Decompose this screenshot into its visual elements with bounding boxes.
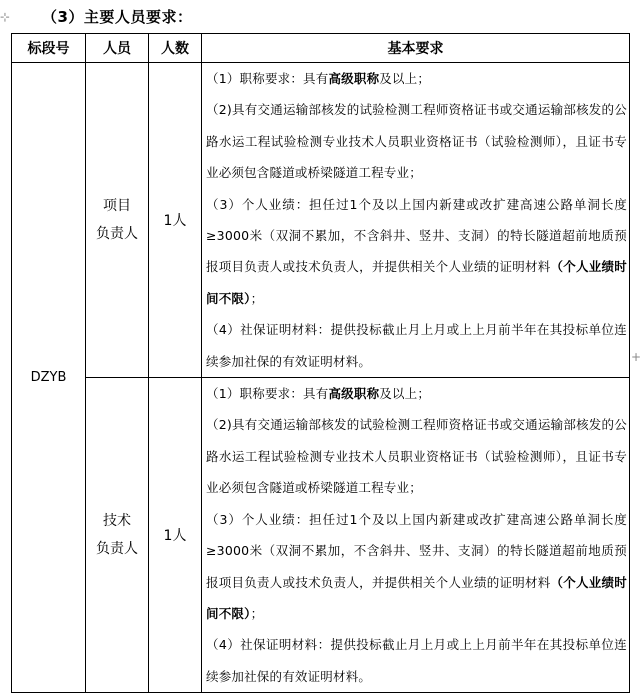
requirement-emphasis: 高级职称 xyxy=(328,71,380,86)
personnel-requirements-table xyxy=(11,33,630,693)
section-code-cell: DZYB xyxy=(12,63,86,693)
header-count: 人数 xyxy=(149,34,202,63)
requirement-social-security: （4）社保证明材料：提供投标截止月上月或上上月前半年在其投标单位连续参加社保的有效证明材料。 xyxy=(206,322,627,369)
table-row xyxy=(12,378,630,693)
requirement-social-security: （4）社保证明材料：提供投标截止月上月或上上月前半年在其投标单位连续参加社保的有效证明材料。 xyxy=(206,637,627,684)
requirement-certificate: （2)具有交通运输部核发的试验检测工程师资格证书或交通运输部核发的公路水运工程试验检测专业技术人员职业资格证书（试验检测师），且证书专业必须包含隧道或桥梁隧道工程专业； xyxy=(206,417,627,496)
role-line: 项目 xyxy=(103,198,131,215)
requirement-text: （3）个人业绩：担任过1个及以上国内新建或改扩建高速公路单洞长度≥3000米（双洞不累加，不含斜井、竖井、支洞）的特长隧道超前地质预报项目负责人或技术负责人，并提供相关个人业绩的证明材料 xyxy=(206,196,627,275)
add-column-icon[interactable]: + xyxy=(631,350,641,364)
role-cell xyxy=(86,63,149,378)
section-heading: （3）主要人员要求： xyxy=(42,8,193,26)
role-line: 负责人 xyxy=(96,541,138,558)
requirements-cell xyxy=(202,378,630,693)
requirement-emphasis: （个人业绩时间不限） xyxy=(206,574,627,621)
requirement-text: ； xyxy=(250,290,264,306)
requirement-title xyxy=(206,378,627,409)
requirement-text: （1）职称要求：具有 xyxy=(206,71,329,86)
table-row xyxy=(12,63,630,378)
requirement-text: （1）职称要求：具有 xyxy=(206,386,329,402)
count-cell: 1人 xyxy=(149,63,202,378)
role-line: 负责人 xyxy=(96,226,138,243)
requirement-performance xyxy=(206,504,627,630)
count-cell: 1人 xyxy=(149,378,202,693)
header-requirements: 基本要求 xyxy=(202,34,630,63)
role-line: 技术 xyxy=(103,513,131,530)
header-personnel: 人员 xyxy=(86,34,149,63)
requirement-performance xyxy=(206,189,627,315)
requirement-title xyxy=(206,63,627,94)
requirements-cell xyxy=(202,63,630,378)
requirement-text: 及以上； xyxy=(379,386,431,402)
requirement-text: ； xyxy=(250,605,264,621)
header-section-code: 标段号 xyxy=(12,34,86,63)
move-handle-icon[interactable]: ⊹ xyxy=(0,10,11,24)
requirement-emphasis: 高级职称 xyxy=(328,386,380,402)
role-cell xyxy=(86,378,149,693)
requirement-certificate: （2)具有交通运输部核发的试验检测工程师资格证书或交通运输部核发的公路水运工程试验检测专业技术人员职业资格证书（试验检测师），且证书专业必须包含隧道或桥梁隧道工程专业； xyxy=(206,102,627,181)
requirement-emphasis: （个人业绩时间不限） xyxy=(206,259,627,306)
requirement-text: 及以上； xyxy=(379,71,431,86)
table-header-row xyxy=(12,34,630,63)
requirement-text: （3）个人业绩：担任过1个及以上国内新建或改扩建高速公路单洞长度≥3000米（双洞不累加，不含斜井、竖井、支洞）的特长隧道超前地质预报项目负责人或技术负责人，并提供相关个人业绩的证明材料 xyxy=(206,511,627,590)
